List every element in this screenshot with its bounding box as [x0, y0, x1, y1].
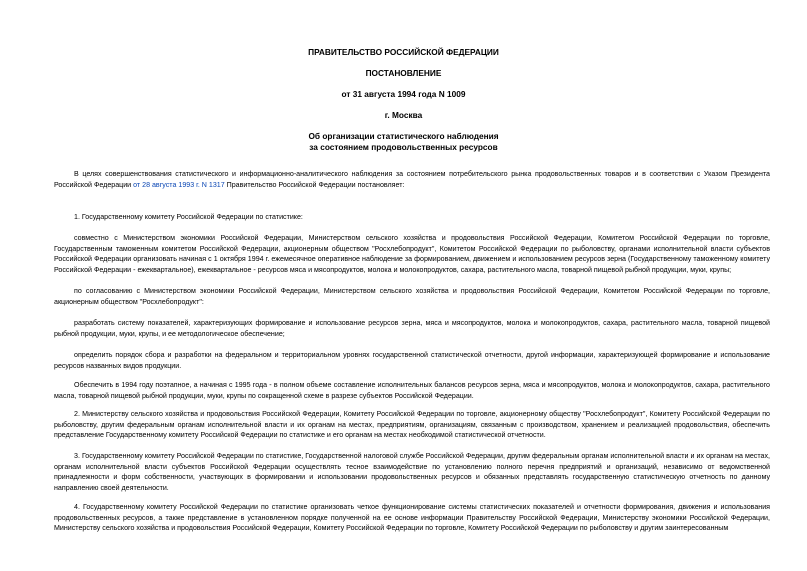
- government-heading: ПРАВИТЕЛЬСТВО РОССИЙСКОЙ ФЕДЕРАЦИИ: [308, 47, 499, 57]
- paragraph-1-develop-system: разработать систему показателей, характеризующих формирование и использование ресурсов зерна, мяса и мясопродуктов, молока и молокопродуктов, сахара, растительного масла, товарной пищевой рыбной продукции, муки, крупы, и ее методологическое обеспечение;: [54, 319, 770, 338]
- document-title-line-2: за состоянием продовольственных ресурсов: [309, 142, 498, 152]
- paragraph-3: 3. Государственному комитету Российской Федерации по статистике, Государственной налоговой службе Российской Федерации, другим федеральным органам исполнительной власти и их органам на местах, органам исполнительной власти субъектов Российской Федерации осуществлять тесное взаимодействие по установлению полного перечня предприятий и организаций, независимо от ведомственной принадлежности и форм собственности, участвующих в формировании и использовании продовольственных ресурсов и обязанных представлять государственную статистическую отчетность по данному направлению своей деятельности.: [54, 452, 770, 492]
- preamble-paragraph: [54, 169, 770, 190]
- city-heading: г. Москва: [384, 110, 423, 120]
- paragraph-1-agreement: по согласованию с Министерством экономики Российской Федерации, Министерством сельского хозяйства и продовольствия Российской Федерации, Комитетом Российской Федерации по торговле, акционерным обществом "Росхлебопродукт":: [54, 287, 770, 306]
- decree-link[interactable]: от 28 августа 1993 г. N 1317: [133, 180, 225, 189]
- paragraph-4: 4. Государственному комитету Российской Федерации по статистике организовать четкое функционирование системы статистических показателей и отчетности формирования, движения и использования продовольственных ресурсов, а также представление в установленном порядке полученной на ее основе информации Правительству Российской Федерации, Министерству экономики Российской Федерации, Министерству сельского хозяйства и продовольствия Российской Федерации, Комитету Российской Федерации по торговле, Комитету Российской Федерации по рыболовству и другим заинтересованным: [54, 503, 770, 533]
- paragraph-1: 1. Государственному комитету Российской Федерации по статистике:: [74, 213, 303, 221]
- paragraph-1-define-procedure: определить порядок сбора и разработки на федеральном и территориальном уровнях государственной статистической отчетности, другой информации, характеризующей формирование и использование ресурсов названных видов продукции.: [54, 351, 770, 370]
- paragraph-1-jointly: совместно с Министерством экономики Российской Федерации, Министерством сельского хозяйства и продовольствия Российской Федерации, Комитетом Российской Федерации по торговле, Государственным таможенным комитетом Российской Федерации, акционерным обществом "Росхлебопродукт", Комитетом Российской Федерации по рыболовству, органами исполнительной власти субъектов Российской Федерации организовать начиная с 1 октября 1994 г. ежемесячное оперативное наблюдение за формированием, движением и использованием ресурсов зерна (Государственному таможенному комитету Российской Федерации - ежеквартальное), ежеквартальное - ресурсов мяса и мясопродуктов, молока и молокопродуктов, сахара, растительного масла, товарной пищевой рыбной продукции, муки, крупы;: [54, 234, 770, 274]
- date-number-heading: от 31 августа 1994 года N 1009: [341, 89, 466, 99]
- document-type-heading: ПОСТАНОВЛЕНИЕ: [365, 68, 442, 78]
- document-title-line-1: Об организации статистического наблюдения: [308, 131, 499, 141]
- paragraph-1-balances: Обеспечить в 1994 году поэтапное, а начиная с 1995 года - в полном объеме составление исполнительных балансов ресурсов зерна, мяса и мясопродуктов, молока и молокопродуктов, сахара, растительного масла, товарной пищевой рыбной продукции, муки, крупы по сокращенной схеме в разрезе субъектов Российской Федерации.: [54, 381, 770, 400]
- preamble-text-before: В целях совершенствования статистического и информационно-аналитического наблюдения за состоянием потребительского рынка продовольственных товаров и в соответствии с Указом Президента Российской Федерации: [54, 170, 770, 189]
- preamble-text-after: Правительство Российской Федерации постановляет:: [224, 180, 405, 189]
- paragraph-2: 2. Министерству сельского хозяйства и продовольствия Российской Федерации, Комитету Российской Федерации по торговле, акционерному обществу "Росхлебопродукт", Комитету Российской Федерации по рыболовству, другим федеральным органам исполнительной власти и их органам на местах, предприятиям, организациям, связанным с производством, хранением и реализацией продовольствия, обеспечить представление Государственному комитету Российской Федерации по статистике и его органам на местах необходимой статистической отчетности.: [54, 410, 770, 440]
